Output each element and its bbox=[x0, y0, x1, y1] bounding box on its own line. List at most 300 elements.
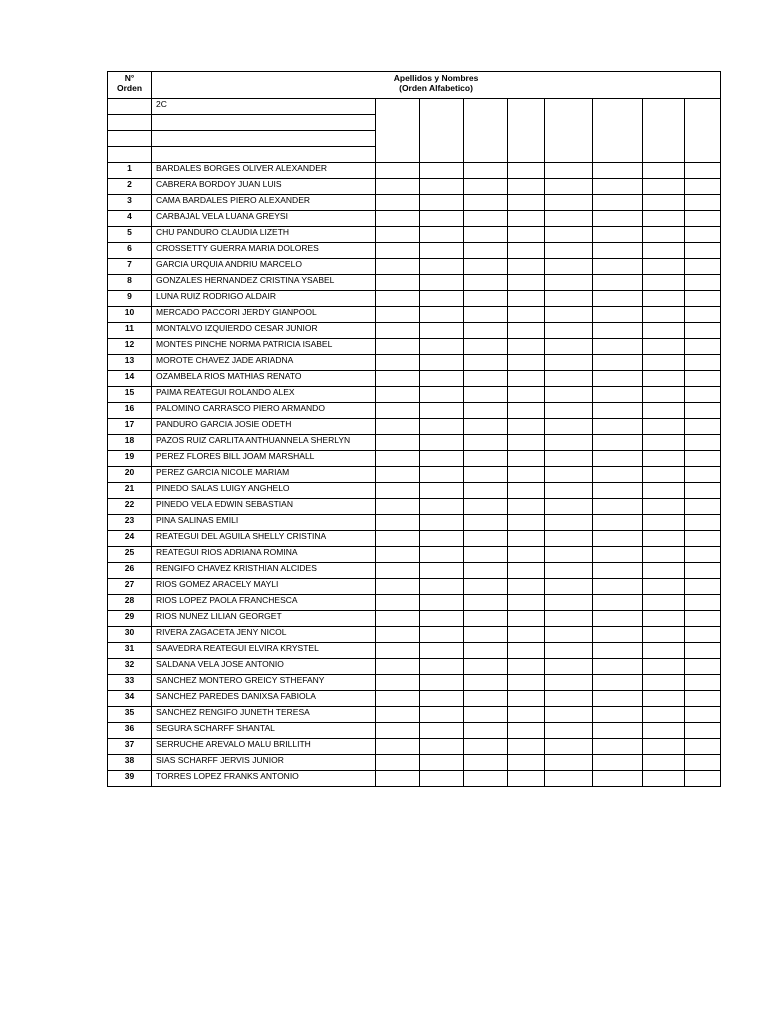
table-row bbox=[108, 675, 721, 691]
grade-cell bbox=[685, 675, 721, 691]
grade-cell bbox=[420, 339, 464, 355]
table-row bbox=[108, 371, 721, 387]
table-row bbox=[108, 499, 721, 515]
order-number-header bbox=[108, 72, 152, 99]
grade-cell bbox=[545, 371, 593, 387]
grade-cell bbox=[376, 259, 420, 275]
grade-cell bbox=[464, 659, 508, 675]
grade-cell bbox=[593, 563, 643, 579]
grade-cell bbox=[376, 531, 420, 547]
order-number: 27 bbox=[108, 579, 152, 595]
grade-cell bbox=[420, 755, 464, 771]
order-number: 33 bbox=[108, 675, 152, 691]
grade-cell bbox=[508, 467, 545, 483]
names-header bbox=[152, 72, 721, 99]
grade-cell bbox=[685, 307, 721, 323]
grade-cell bbox=[420, 387, 464, 403]
table-row bbox=[108, 515, 721, 531]
grade-cell bbox=[643, 595, 685, 611]
grade-cell bbox=[376, 563, 420, 579]
grade-cell bbox=[545, 723, 593, 739]
grade-cell bbox=[508, 691, 545, 707]
grade-cell bbox=[593, 291, 643, 307]
student-name: RIVERA ZAGACETA JENY NICOL bbox=[152, 627, 376, 643]
student-name: RIOS NUNEZ LILIAN GEORGET bbox=[152, 611, 376, 627]
grade-cell bbox=[593, 99, 643, 163]
blank-cell bbox=[152, 147, 376, 163]
grade-cell bbox=[685, 371, 721, 387]
grade-cell bbox=[420, 435, 464, 451]
grade-cell bbox=[545, 467, 593, 483]
grade-cell bbox=[508, 707, 545, 723]
grade-cell bbox=[545, 739, 593, 755]
grade-cell bbox=[420, 355, 464, 371]
grade-cell bbox=[420, 451, 464, 467]
grade-cell bbox=[685, 211, 721, 227]
student-name: GARCIA URQUIA ANDRIU MARCELO bbox=[152, 259, 376, 275]
grade-cell bbox=[508, 163, 545, 179]
grade-cell bbox=[643, 675, 685, 691]
grade-cell bbox=[593, 403, 643, 419]
grade-cell bbox=[464, 291, 508, 307]
grade-cell bbox=[545, 499, 593, 515]
student-name: SANCHEZ RENGIFO JUNETH TERESA bbox=[152, 707, 376, 723]
student-name: SAAVEDRA REATEGUI ELVIRA KRYSTEL bbox=[152, 643, 376, 659]
grade-cell bbox=[420, 739, 464, 755]
grade-cell bbox=[593, 419, 643, 435]
student-name: PAZOS RUIZ CARLITA ANTHUANNELA SHERLYN bbox=[152, 435, 376, 451]
order-number: 28 bbox=[108, 595, 152, 611]
grade-cell bbox=[508, 195, 545, 211]
grade-cell bbox=[643, 691, 685, 707]
grade-cell bbox=[376, 387, 420, 403]
table-row bbox=[108, 195, 721, 211]
student-name: RIOS LOPEZ PAOLA FRANCHESCA bbox=[152, 595, 376, 611]
grade-cell bbox=[643, 243, 685, 259]
grade-cell bbox=[593, 595, 643, 611]
grade-cell bbox=[593, 739, 643, 755]
student-name: GONZALES HERNANDEZ CRISTINA YSABEL bbox=[152, 275, 376, 291]
student-name: CABRERA BORDOY JUAN LUIS bbox=[152, 179, 376, 195]
grade-cell bbox=[685, 387, 721, 403]
grade-cell bbox=[593, 339, 643, 355]
grade-cell bbox=[685, 595, 721, 611]
grade-cell bbox=[685, 739, 721, 755]
blank-cell bbox=[108, 115, 152, 131]
table-row bbox=[108, 163, 721, 179]
grade-cell bbox=[508, 403, 545, 419]
grade-cell bbox=[420, 771, 464, 787]
grade-cell bbox=[643, 707, 685, 723]
grade-cell bbox=[508, 99, 545, 163]
grade-cell bbox=[508, 675, 545, 691]
table-row bbox=[108, 691, 721, 707]
grade-cell bbox=[593, 451, 643, 467]
grade-cell bbox=[464, 339, 508, 355]
order-number: 32 bbox=[108, 659, 152, 675]
grade-cell bbox=[685, 499, 721, 515]
grade-cell bbox=[420, 659, 464, 675]
grade-cell bbox=[545, 275, 593, 291]
grade-cell bbox=[420, 499, 464, 515]
grade-cell bbox=[593, 707, 643, 723]
table-row bbox=[108, 643, 721, 659]
student-name: MONTALVO IZQUIERDO CESAR JUNIOR bbox=[152, 323, 376, 339]
grade-cell bbox=[643, 323, 685, 339]
order-number: 34 bbox=[108, 691, 152, 707]
grade-cell bbox=[593, 323, 643, 339]
table-row bbox=[108, 755, 721, 771]
grade-cell bbox=[593, 435, 643, 451]
grade-cell bbox=[464, 227, 508, 243]
grade-cell bbox=[376, 227, 420, 243]
order-number: 23 bbox=[108, 515, 152, 531]
grade-cell bbox=[593, 259, 643, 275]
grade-cell bbox=[508, 547, 545, 563]
student-name: LUNA RUIZ RODRIGO ALDAIR bbox=[152, 291, 376, 307]
grade-cell bbox=[420, 307, 464, 323]
grade-cell bbox=[508, 371, 545, 387]
grade-cell bbox=[420, 643, 464, 659]
grade-cell bbox=[464, 643, 508, 659]
grade-cell bbox=[464, 467, 508, 483]
order-number: 13 bbox=[108, 355, 152, 371]
grade-cell bbox=[508, 531, 545, 547]
grade-cell bbox=[376, 195, 420, 211]
grade-cell bbox=[545, 675, 593, 691]
grade-cell bbox=[593, 755, 643, 771]
grade-cell bbox=[685, 195, 721, 211]
grade-cell bbox=[376, 483, 420, 499]
order-number: 1 bbox=[108, 163, 152, 179]
order-number: 20 bbox=[108, 467, 152, 483]
grade-cell bbox=[464, 531, 508, 547]
table-row bbox=[108, 259, 721, 275]
grade-cell bbox=[685, 451, 721, 467]
table-row bbox=[108, 531, 721, 547]
grade-cell bbox=[685, 227, 721, 243]
grade-cell bbox=[508, 259, 545, 275]
grade-cell bbox=[464, 771, 508, 787]
grade-cell bbox=[420, 627, 464, 643]
student-name: PEREZ FLORES BILL JOAM MARSHALL bbox=[152, 451, 376, 467]
grade-cell bbox=[420, 611, 464, 627]
grade-cell bbox=[643, 307, 685, 323]
order-number: 11 bbox=[108, 323, 152, 339]
grade-cell bbox=[376, 595, 420, 611]
grade-cell bbox=[508, 611, 545, 627]
table-row bbox=[108, 323, 721, 339]
grade-cell bbox=[545, 611, 593, 627]
grade-cell bbox=[464, 691, 508, 707]
grade-cell bbox=[376, 739, 420, 755]
student-name: SALDANA VELA JOSE ANTONIO bbox=[152, 659, 376, 675]
grade-cell bbox=[464, 387, 508, 403]
grade-cell bbox=[464, 243, 508, 259]
grade-cell bbox=[376, 419, 420, 435]
attendance-table bbox=[107, 71, 721, 787]
grade-cell bbox=[508, 227, 545, 243]
order-number: 3 bbox=[108, 195, 152, 211]
grade-cell bbox=[376, 659, 420, 675]
section-row bbox=[108, 99, 721, 115]
grade-cell bbox=[545, 435, 593, 451]
grade-cell bbox=[593, 643, 643, 659]
grade-cell bbox=[376, 755, 420, 771]
student-name: MOROTE CHAVEZ JADE ARIADNA bbox=[152, 355, 376, 371]
grade-cell bbox=[376, 691, 420, 707]
grade-cell bbox=[376, 307, 420, 323]
grade-cell bbox=[545, 595, 593, 611]
table-row bbox=[108, 243, 721, 259]
student-name: PINA SALINAS EMILI bbox=[152, 515, 376, 531]
grade-cell bbox=[508, 211, 545, 227]
grade-cell bbox=[508, 435, 545, 451]
order-number: 30 bbox=[108, 627, 152, 643]
grade-cell bbox=[376, 643, 420, 659]
grade-cell bbox=[508, 627, 545, 643]
table-row bbox=[108, 579, 721, 595]
grade-cell bbox=[643, 499, 685, 515]
grade-cell bbox=[685, 243, 721, 259]
student-name: SANCHEZ MONTERO GREICY STHEFANY bbox=[152, 675, 376, 691]
grade-cell bbox=[545, 163, 593, 179]
grade-cell bbox=[420, 547, 464, 563]
grade-cell bbox=[376, 99, 420, 163]
order-number: 36 bbox=[108, 723, 152, 739]
grade-cell bbox=[420, 227, 464, 243]
grade-cell bbox=[376, 515, 420, 531]
grade-cell bbox=[593, 515, 643, 531]
grade-cell bbox=[464, 419, 508, 435]
grade-cell bbox=[508, 771, 545, 787]
grade-cell bbox=[508, 291, 545, 307]
grade-cell bbox=[685, 179, 721, 195]
grade-cell bbox=[593, 387, 643, 403]
grade-cell bbox=[685, 627, 721, 643]
grade-cell bbox=[685, 563, 721, 579]
order-number: 17 bbox=[108, 419, 152, 435]
grade-cell bbox=[545, 323, 593, 339]
grade-cell bbox=[508, 355, 545, 371]
grade-cell bbox=[376, 499, 420, 515]
grade-cell bbox=[643, 435, 685, 451]
grade-cell bbox=[545, 579, 593, 595]
grade-cell bbox=[464, 707, 508, 723]
grade-cell bbox=[593, 307, 643, 323]
table-row bbox=[108, 227, 721, 243]
grade-cell bbox=[508, 755, 545, 771]
grade-cell bbox=[643, 339, 685, 355]
grade-cell bbox=[464, 739, 508, 755]
grade-cell bbox=[508, 179, 545, 195]
grade-cell bbox=[508, 275, 545, 291]
order-number: 38 bbox=[108, 755, 152, 771]
grade-cell bbox=[643, 563, 685, 579]
grade-cell bbox=[420, 723, 464, 739]
grade-cell bbox=[545, 227, 593, 243]
grade-cell bbox=[464, 675, 508, 691]
grade-cell bbox=[464, 195, 508, 211]
grade-cell bbox=[420, 323, 464, 339]
grade-cell bbox=[685, 323, 721, 339]
grade-cell bbox=[464, 259, 508, 275]
student-name: SIAS SCHARFF JERVIS JUNIOR bbox=[152, 755, 376, 771]
grade-cell bbox=[420, 275, 464, 291]
grade-cell bbox=[420, 211, 464, 227]
grade-cell bbox=[376, 435, 420, 451]
student-name: PINEDO SALAS LUIGY ANGHELO bbox=[152, 483, 376, 499]
grade-cell bbox=[376, 179, 420, 195]
student-name: CARBAJAL VELA LUANA GREYSI bbox=[152, 211, 376, 227]
grade-cell bbox=[593, 467, 643, 483]
table-row bbox=[108, 467, 721, 483]
order-number: 12 bbox=[108, 339, 152, 355]
grade-cell bbox=[685, 707, 721, 723]
grade-cell bbox=[420, 515, 464, 531]
student-name: MERCADO PACCORI JERDY GIANPOOL bbox=[152, 307, 376, 323]
table-row bbox=[108, 739, 721, 755]
grade-cell bbox=[545, 387, 593, 403]
grade-cell bbox=[508, 515, 545, 531]
table-row bbox=[108, 419, 721, 435]
grade-cell bbox=[643, 403, 685, 419]
grade-cell bbox=[545, 211, 593, 227]
grade-cell bbox=[420, 483, 464, 499]
grade-cell bbox=[643, 195, 685, 211]
grade-cell bbox=[464, 323, 508, 339]
grade-cell bbox=[420, 259, 464, 275]
grade-cell bbox=[593, 579, 643, 595]
grade-cell bbox=[545, 403, 593, 419]
table-row bbox=[108, 291, 721, 307]
table-row bbox=[108, 595, 721, 611]
grade-cell bbox=[643, 355, 685, 371]
order-number: 6 bbox=[108, 243, 152, 259]
grade-cell bbox=[643, 275, 685, 291]
grade-cell bbox=[420, 595, 464, 611]
grade-cell bbox=[420, 291, 464, 307]
order-number: 5 bbox=[108, 227, 152, 243]
grade-cell bbox=[376, 211, 420, 227]
grade-cell bbox=[376, 547, 420, 563]
grade-cell bbox=[545, 483, 593, 499]
grade-cell bbox=[464, 563, 508, 579]
order-number: 35 bbox=[108, 707, 152, 723]
grade-cell bbox=[643, 515, 685, 531]
grade-cell bbox=[593, 659, 643, 675]
grade-cell bbox=[643, 371, 685, 387]
grade-cell bbox=[685, 643, 721, 659]
grade-cell bbox=[545, 755, 593, 771]
grade-cell bbox=[508, 739, 545, 755]
order-number: 16 bbox=[108, 403, 152, 419]
grade-cell bbox=[685, 579, 721, 595]
grade-cell bbox=[420, 467, 464, 483]
grade-cell bbox=[593, 627, 643, 643]
grade-cell bbox=[593, 675, 643, 691]
student-name: TORRES LOPEZ FRANKS ANTONIO bbox=[152, 771, 376, 787]
table-row bbox=[108, 403, 721, 419]
grade-cell bbox=[420, 563, 464, 579]
grade-cell bbox=[685, 723, 721, 739]
grade-cell bbox=[643, 451, 685, 467]
grade-cell bbox=[464, 579, 508, 595]
grade-cell bbox=[508, 499, 545, 515]
grade-cell bbox=[593, 211, 643, 227]
grade-cell bbox=[545, 307, 593, 323]
grade-cell bbox=[376, 451, 420, 467]
student-name: REATEGUI RIOS ADRIANA ROMINA bbox=[152, 547, 376, 563]
grade-cell bbox=[376, 323, 420, 339]
grade-cell bbox=[685, 275, 721, 291]
order-number: 4 bbox=[108, 211, 152, 227]
grade-cell bbox=[464, 723, 508, 739]
student-name: PANDURO GARCIA JOSIE ODETH bbox=[152, 419, 376, 435]
order-number: 15 bbox=[108, 387, 152, 403]
grade-cell bbox=[643, 531, 685, 547]
grade-cell bbox=[420, 707, 464, 723]
grade-cell bbox=[593, 179, 643, 195]
grade-cell bbox=[376, 627, 420, 643]
grade-cell bbox=[508, 723, 545, 739]
grade-cell bbox=[420, 99, 464, 163]
grade-cell bbox=[685, 467, 721, 483]
grade-cell bbox=[376, 723, 420, 739]
grade-cell bbox=[685, 163, 721, 179]
grade-cell bbox=[376, 371, 420, 387]
order-number: 14 bbox=[108, 371, 152, 387]
grade-cell bbox=[593, 243, 643, 259]
section-label: 2C bbox=[152, 99, 376, 115]
grade-cell bbox=[420, 163, 464, 179]
grade-cell bbox=[593, 547, 643, 563]
grade-cell bbox=[545, 627, 593, 643]
grade-cell bbox=[376, 403, 420, 419]
grade-cell bbox=[420, 195, 464, 211]
grade-cell bbox=[545, 707, 593, 723]
student-name: RENGIFO CHAVEZ KRISTHIAN ALCIDES bbox=[152, 563, 376, 579]
grade-cell bbox=[464, 275, 508, 291]
grade-cell bbox=[593, 691, 643, 707]
student-name: OZAMBELA RIOS MATHIAS RENATO bbox=[152, 371, 376, 387]
grade-cell bbox=[643, 99, 685, 163]
grade-cell bbox=[508, 243, 545, 259]
grade-cell bbox=[376, 339, 420, 355]
grade-cell bbox=[464, 99, 508, 163]
grade-cell bbox=[545, 259, 593, 275]
names-header-line1: Apellidos y Nombres bbox=[393, 73, 479, 83]
grade-cell bbox=[508, 659, 545, 675]
grade-cell bbox=[643, 771, 685, 787]
grade-cell bbox=[545, 563, 593, 579]
grade-cell bbox=[508, 579, 545, 595]
order-number: 7 bbox=[108, 259, 152, 275]
table-row bbox=[108, 307, 721, 323]
grade-cell bbox=[508, 483, 545, 499]
grade-cell bbox=[685, 99, 721, 163]
order-number: 22 bbox=[108, 499, 152, 515]
grade-cell bbox=[420, 371, 464, 387]
grade-cell bbox=[464, 371, 508, 387]
grade-cell bbox=[545, 243, 593, 259]
order-number: 26 bbox=[108, 563, 152, 579]
grade-cell bbox=[593, 483, 643, 499]
grade-cell bbox=[420, 675, 464, 691]
order-number: 29 bbox=[108, 611, 152, 627]
order-number: 9 bbox=[108, 291, 152, 307]
grade-cell bbox=[420, 243, 464, 259]
